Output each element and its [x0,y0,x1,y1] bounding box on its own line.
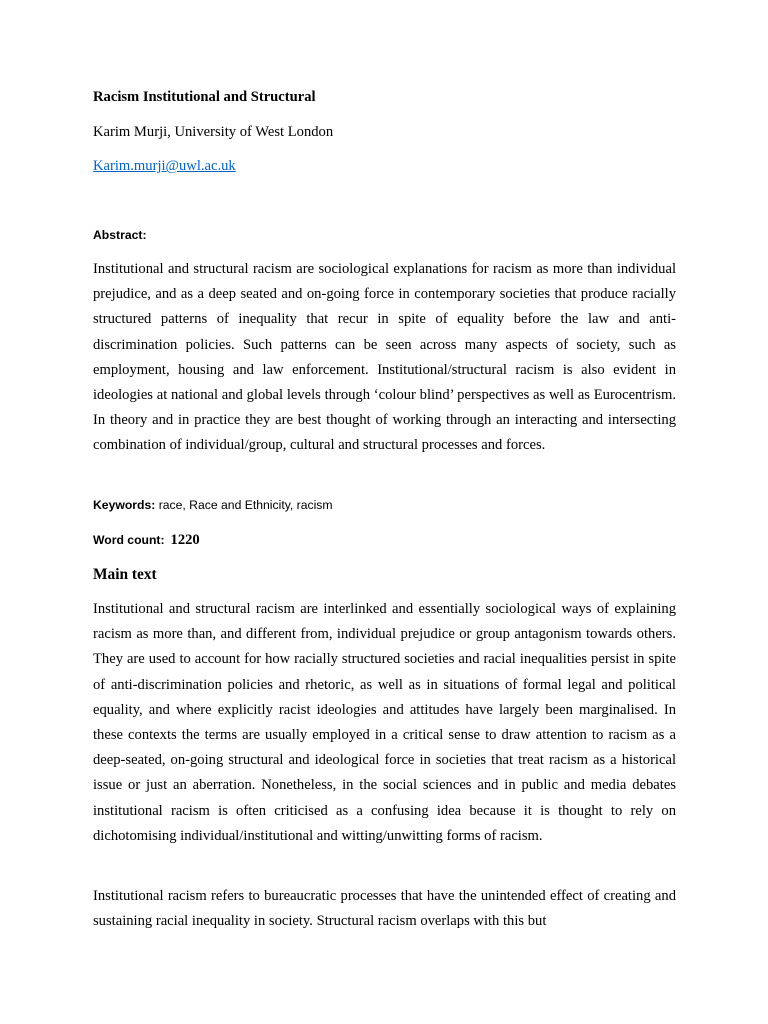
main-paragraph: Institutional racism refers to bureaucratic processes that have the unintended effect of creating and sustaining racial inequality in society. Structural racism overlaps with this but [93,888,676,930]
main-paragraph: Institutional and structural racism are interlinked and essentially sociological ways of explaining racism as more than, and different from, individual prejudice or group antagonism towards others. They are used to account for how racially structured societies and racial inequalities persist in spite of anti-discrimination policies and rhetoric, as well as in situations of formal legal and political equality, and where explicitly racist ideologies and attitudes have largely been marginalised. In these contexts the terms are usually employed in a critical sense to draw attention to racism as a deep-seated, on-going structural and ideological force in societies that treat racism as a historical issue or just an aberration. Nonetheless, in the social sciences and in public and media debates institutional racism is often criticised as a confusing idea because it is thought to rely on dichotomising individual/institutional and witting/unwitting forms of racism. [93,601,676,844]
abstract-label: Abstract: [93,228,147,242]
keywords-value: race, Race and Ethnicity, racism [155,498,333,512]
abstract-text: Institutional and structural racism are sociological explanations for racism as more than individual prejudice, and as a deep seated and on-going force in contemporary societies that produce racially structured patterns of inequality that recur in spite of equality before the law and anti-discrimination policies. Such patterns can be seen across many aspects of society, such as employment, housing and law enforcement. Institutional/structural racism is also evident in ideologies at national and global levels through ‘colour blind’ perspectives as well as Eurocentrism. In theory and in practice they are best thought of working through an interacting and intersecting combination of individual/group, cultural and structural processes and forces. [93,261,676,454]
word-count-line [93,530,200,550]
keywords-line [93,496,333,514]
word-count-label: Word count: [93,533,165,547]
main-text-heading: Main text [93,566,157,583]
author-affiliation: Karim Murji, University of West London [93,124,334,140]
keywords-label: Keywords: [93,498,156,512]
paper-title: Racism Institutional and Structural [93,89,316,105]
word-count-value: 1220 [170,532,200,548]
author-email-link[interactable]: Karim.murji@uwl.ac.uk [93,158,236,174]
